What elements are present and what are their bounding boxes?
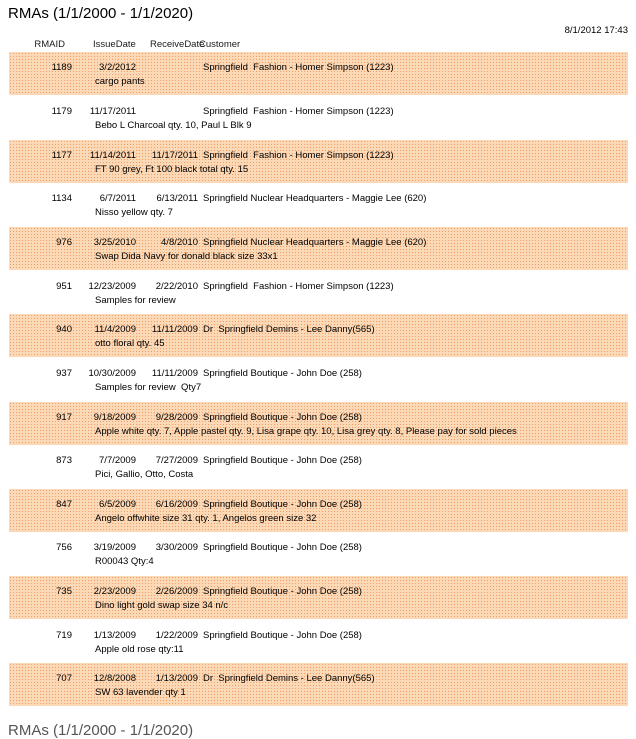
cell-description: Swap Dida Navy for donald black size 33x1 — [95, 251, 278, 262]
table-row — [9, 52, 628, 95]
cell-issue-date: 12/8/2008 — [93, 673, 136, 684]
cell-receive-date: 6/16/2009 — [155, 499, 198, 510]
cell-issue-date: 3/19/2009 — [93, 542, 136, 553]
cell-description: Bebo L Charcoal qty. 10, Paul L Blk 9 — [95, 120, 252, 131]
table-row — [9, 358, 628, 401]
cell-rmaid: 1177 — [51, 150, 72, 161]
cell-receive-date: 11/17/2011 — [151, 150, 198, 161]
column-header-customer: Customer — [199, 39, 241, 50]
cell-issue-date: 10/30/2009 — [88, 368, 136, 379]
cell-issue-date: 11/14/2011 — [89, 150, 136, 161]
cell-issue-date: 9/18/2009 — [93, 412, 136, 423]
cell-description: FT 90 grey, Ft 100 black total qty. 15 — [95, 164, 249, 175]
cell-issue-date: 6/5/2009 — [99, 499, 136, 510]
cell-customer: Springfield Boutique - John Doe (258) — [203, 455, 362, 466]
cell-description: SW 63 lavender qty 1 — [95, 687, 186, 698]
cell-receive-date: 3/30/2009 — [155, 542, 198, 553]
cell-customer: Springfield Boutique - John Doe (258) — [203, 412, 362, 423]
cell-description: R00043 Qty:4 — [95, 556, 154, 567]
cell-receive-date: 2/26/2009 — [155, 586, 198, 597]
column-header-receive-date: ReceiveDate — [150, 39, 205, 50]
cell-issue-date: 11/4/2009 — [94, 324, 136, 335]
cell-issue-date: 7/7/2009 — [99, 455, 136, 466]
cell-rmaid: 1189 — [51, 62, 72, 73]
cell-receive-date: 9/28/2009 — [155, 412, 198, 423]
cell-issue-date: 6/7/2011 — [99, 193, 136, 204]
column-header-rmaid: RMAID — [34, 39, 65, 50]
cell-customer: Springfield Boutique - John Doe (258) — [203, 586, 362, 597]
cell-description: Apple white qty. 7, Apple pastel qty. 9, Lisa grape qty. 10, Lisa grey qty. 8, Please pay for sold pieces — [95, 426, 517, 437]
cell-issue-date: 11/17/2011 — [89, 106, 136, 117]
cell-rmaid: 719 — [56, 630, 72, 641]
table-row — [9, 402, 628, 445]
page-title: RMAs (1/1/2000 - 1/1/2020) — [8, 5, 194, 22]
cell-receive-date: 7/27/2009 — [155, 455, 198, 466]
table-row — [9, 140, 628, 183]
cell-customer: Springfield Fashion - Homer Simpson (1223) — [203, 106, 394, 117]
cell-customer: Springfield Fashion - Homer Simpson (1223) — [203, 62, 394, 73]
cell-rmaid: 951 — [56, 281, 72, 292]
cell-rmaid: 937 — [56, 368, 72, 379]
cell-customer: Dr Springfield Demins - Lee Danny(565) — [203, 673, 375, 684]
cell-issue-date: 3/25/2010 — [93, 237, 136, 248]
table-row — [9, 576, 628, 619]
cell-description: otto floral qty. 45 — [95, 338, 165, 349]
cell-receive-date: 11/11/2009 — [151, 368, 198, 379]
cell-rmaid: 873 — [56, 455, 72, 466]
cell-description: cargo pants — [95, 76, 145, 87]
table-row — [9, 532, 628, 575]
cell-issue-date: 12/23/2009 — [88, 281, 136, 292]
cell-receive-date: 1/22/2009 — [155, 630, 198, 641]
cell-customer: Dr Springfield Demins - Lee Danny(565) — [203, 324, 375, 335]
cell-rmaid: 976 — [56, 237, 72, 248]
table-row — [9, 620, 628, 663]
cell-customer: Springfield Boutique - John Doe (258) — [203, 499, 362, 510]
cell-description: Angelo offwhite size 31 qty. 1, Angelos green size 32 — [95, 513, 317, 524]
cell-rmaid: 1134 — [51, 193, 72, 204]
cell-rmaid: 1179 — [51, 106, 72, 117]
cell-issue-date: 2/23/2009 — [93, 586, 136, 597]
table-row — [9, 183, 628, 226]
cell-description: Samples for review — [95, 295, 176, 306]
column-header-issue-date: IssueDate — [93, 39, 136, 50]
cell-issue-date: 3/2/2012 — [99, 62, 136, 73]
table-row — [9, 489, 628, 532]
cell-rmaid: 756 — [56, 542, 72, 553]
cell-customer: Springfield Fashion - Homer Simpson (1223) — [203, 281, 394, 292]
cell-description: Apple old rose qty:11 — [95, 644, 184, 655]
table-row — [9, 663, 628, 706]
table-row — [9, 96, 628, 139]
cell-customer: Springfield Boutique - John Doe (258) — [203, 368, 362, 379]
cell-description: Pici, Gallio, Otto, Costa — [95, 469, 194, 480]
cell-rmaid: 707 — [56, 673, 72, 684]
cell-customer: Springfield Fashion - Homer Simpson (1223) — [203, 150, 394, 161]
cell-receive-date: 2/22/2010 — [155, 281, 198, 292]
next-page-title-clipped: RMAs (1/1/2000 - 1/1/2020) — [8, 722, 194, 739]
report-timestamp: 8/1/2012 17:43 — [564, 25, 628, 36]
cell-customer: Springfield Boutique - John Doe (258) — [203, 542, 362, 553]
cell-description: Samples for review Qty7 — [95, 382, 202, 393]
cell-description: Nisso yellow qty. 7 — [95, 207, 173, 218]
cell-receive-date: 1/13/2009 — [155, 673, 198, 684]
table-row — [9, 271, 628, 314]
table-row — [9, 314, 628, 357]
cell-rmaid: 735 — [56, 586, 72, 597]
cell-rmaid: 917 — [56, 412, 72, 423]
cell-customer: Springfield Nuclear Headquarters - Maggie Lee (620) — [203, 193, 427, 204]
cell-receive-date: 4/8/2010 — [161, 237, 198, 248]
table-row — [9, 445, 628, 488]
cell-receive-date: 11/11/2009 — [151, 324, 198, 335]
table-row — [9, 227, 628, 270]
cell-customer: Springfield Boutique - John Doe (258) — [203, 630, 362, 641]
cell-description: Dino light gold swap size 34 n/c — [95, 600, 229, 611]
cell-customer: Springfield Nuclear Headquarters - Maggie Lee (620) — [203, 237, 427, 248]
cell-issue-date: 1/13/2009 — [93, 630, 136, 641]
cell-rmaid: 847 — [56, 499, 72, 510]
cell-rmaid: 940 — [56, 324, 72, 335]
cell-receive-date: 6/13/2011 — [156, 193, 198, 204]
